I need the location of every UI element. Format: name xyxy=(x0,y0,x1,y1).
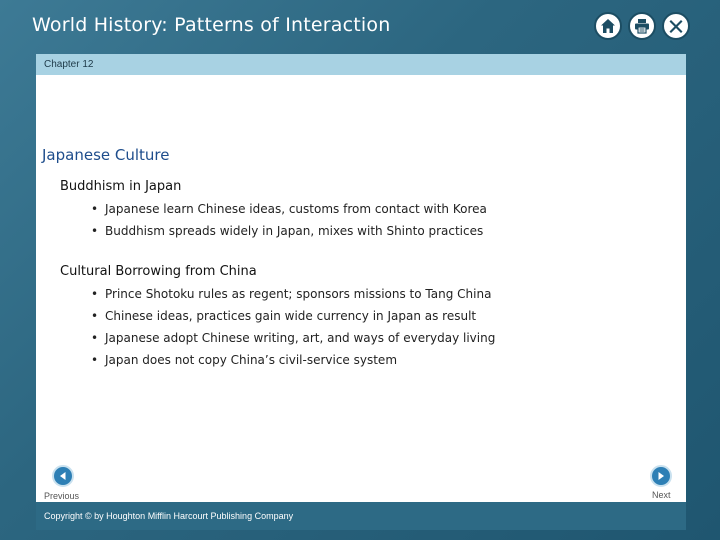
slide-heading: Japanese Culture xyxy=(42,146,170,164)
section-title-buddhism: Buddhism in Japan xyxy=(60,179,182,194)
list-item: • Japanese learn Chinese ideas, customs from contact with Korea xyxy=(91,202,487,216)
copyright-text: Copyright © by Houghton Mifflin Harcourt Publishing Company xyxy=(44,511,294,521)
print-icon xyxy=(634,18,650,34)
print-button[interactable] xyxy=(628,12,656,40)
close-icon xyxy=(668,18,684,34)
home-button[interactable] xyxy=(594,12,622,40)
footer-bar xyxy=(36,502,686,530)
chapter-label: Chapter 12 xyxy=(44,59,94,70)
bullet-list-cultural-borrowing xyxy=(91,283,495,371)
bullet-list-buddhism xyxy=(91,198,487,242)
chapter-bar xyxy=(36,54,686,75)
list-item: • Japan does not copy China’s civil-service system xyxy=(91,353,398,367)
app-title: World History: Patterns of Interaction xyxy=(32,14,391,36)
list-item: • Chinese ideas, practices gain wide currency in Japan as result xyxy=(91,309,477,323)
top-toolbar xyxy=(594,12,690,40)
previous-button[interactable] xyxy=(52,465,74,487)
list-item: • Japanese adopt Chinese writing, art, and ways of everyday living xyxy=(91,331,496,345)
slide-content xyxy=(36,54,686,530)
arrow-left-icon xyxy=(58,471,68,481)
previous-label[interactable]: Previous xyxy=(44,491,80,501)
next-label[interactable]: Next xyxy=(652,490,671,500)
home-icon xyxy=(600,18,616,34)
list-item: • Prince Shotoku rules as regent; sponsors missions to Tang China xyxy=(91,287,492,301)
close-button[interactable] xyxy=(662,12,690,40)
section-title-cultural-borrowing: Cultural Borrowing from China xyxy=(60,264,257,279)
list-item: • Buddhism spreads widely in Japan, mixes with Shinto practices xyxy=(91,224,484,238)
arrow-right-icon xyxy=(656,471,666,481)
next-button[interactable] xyxy=(650,465,672,487)
